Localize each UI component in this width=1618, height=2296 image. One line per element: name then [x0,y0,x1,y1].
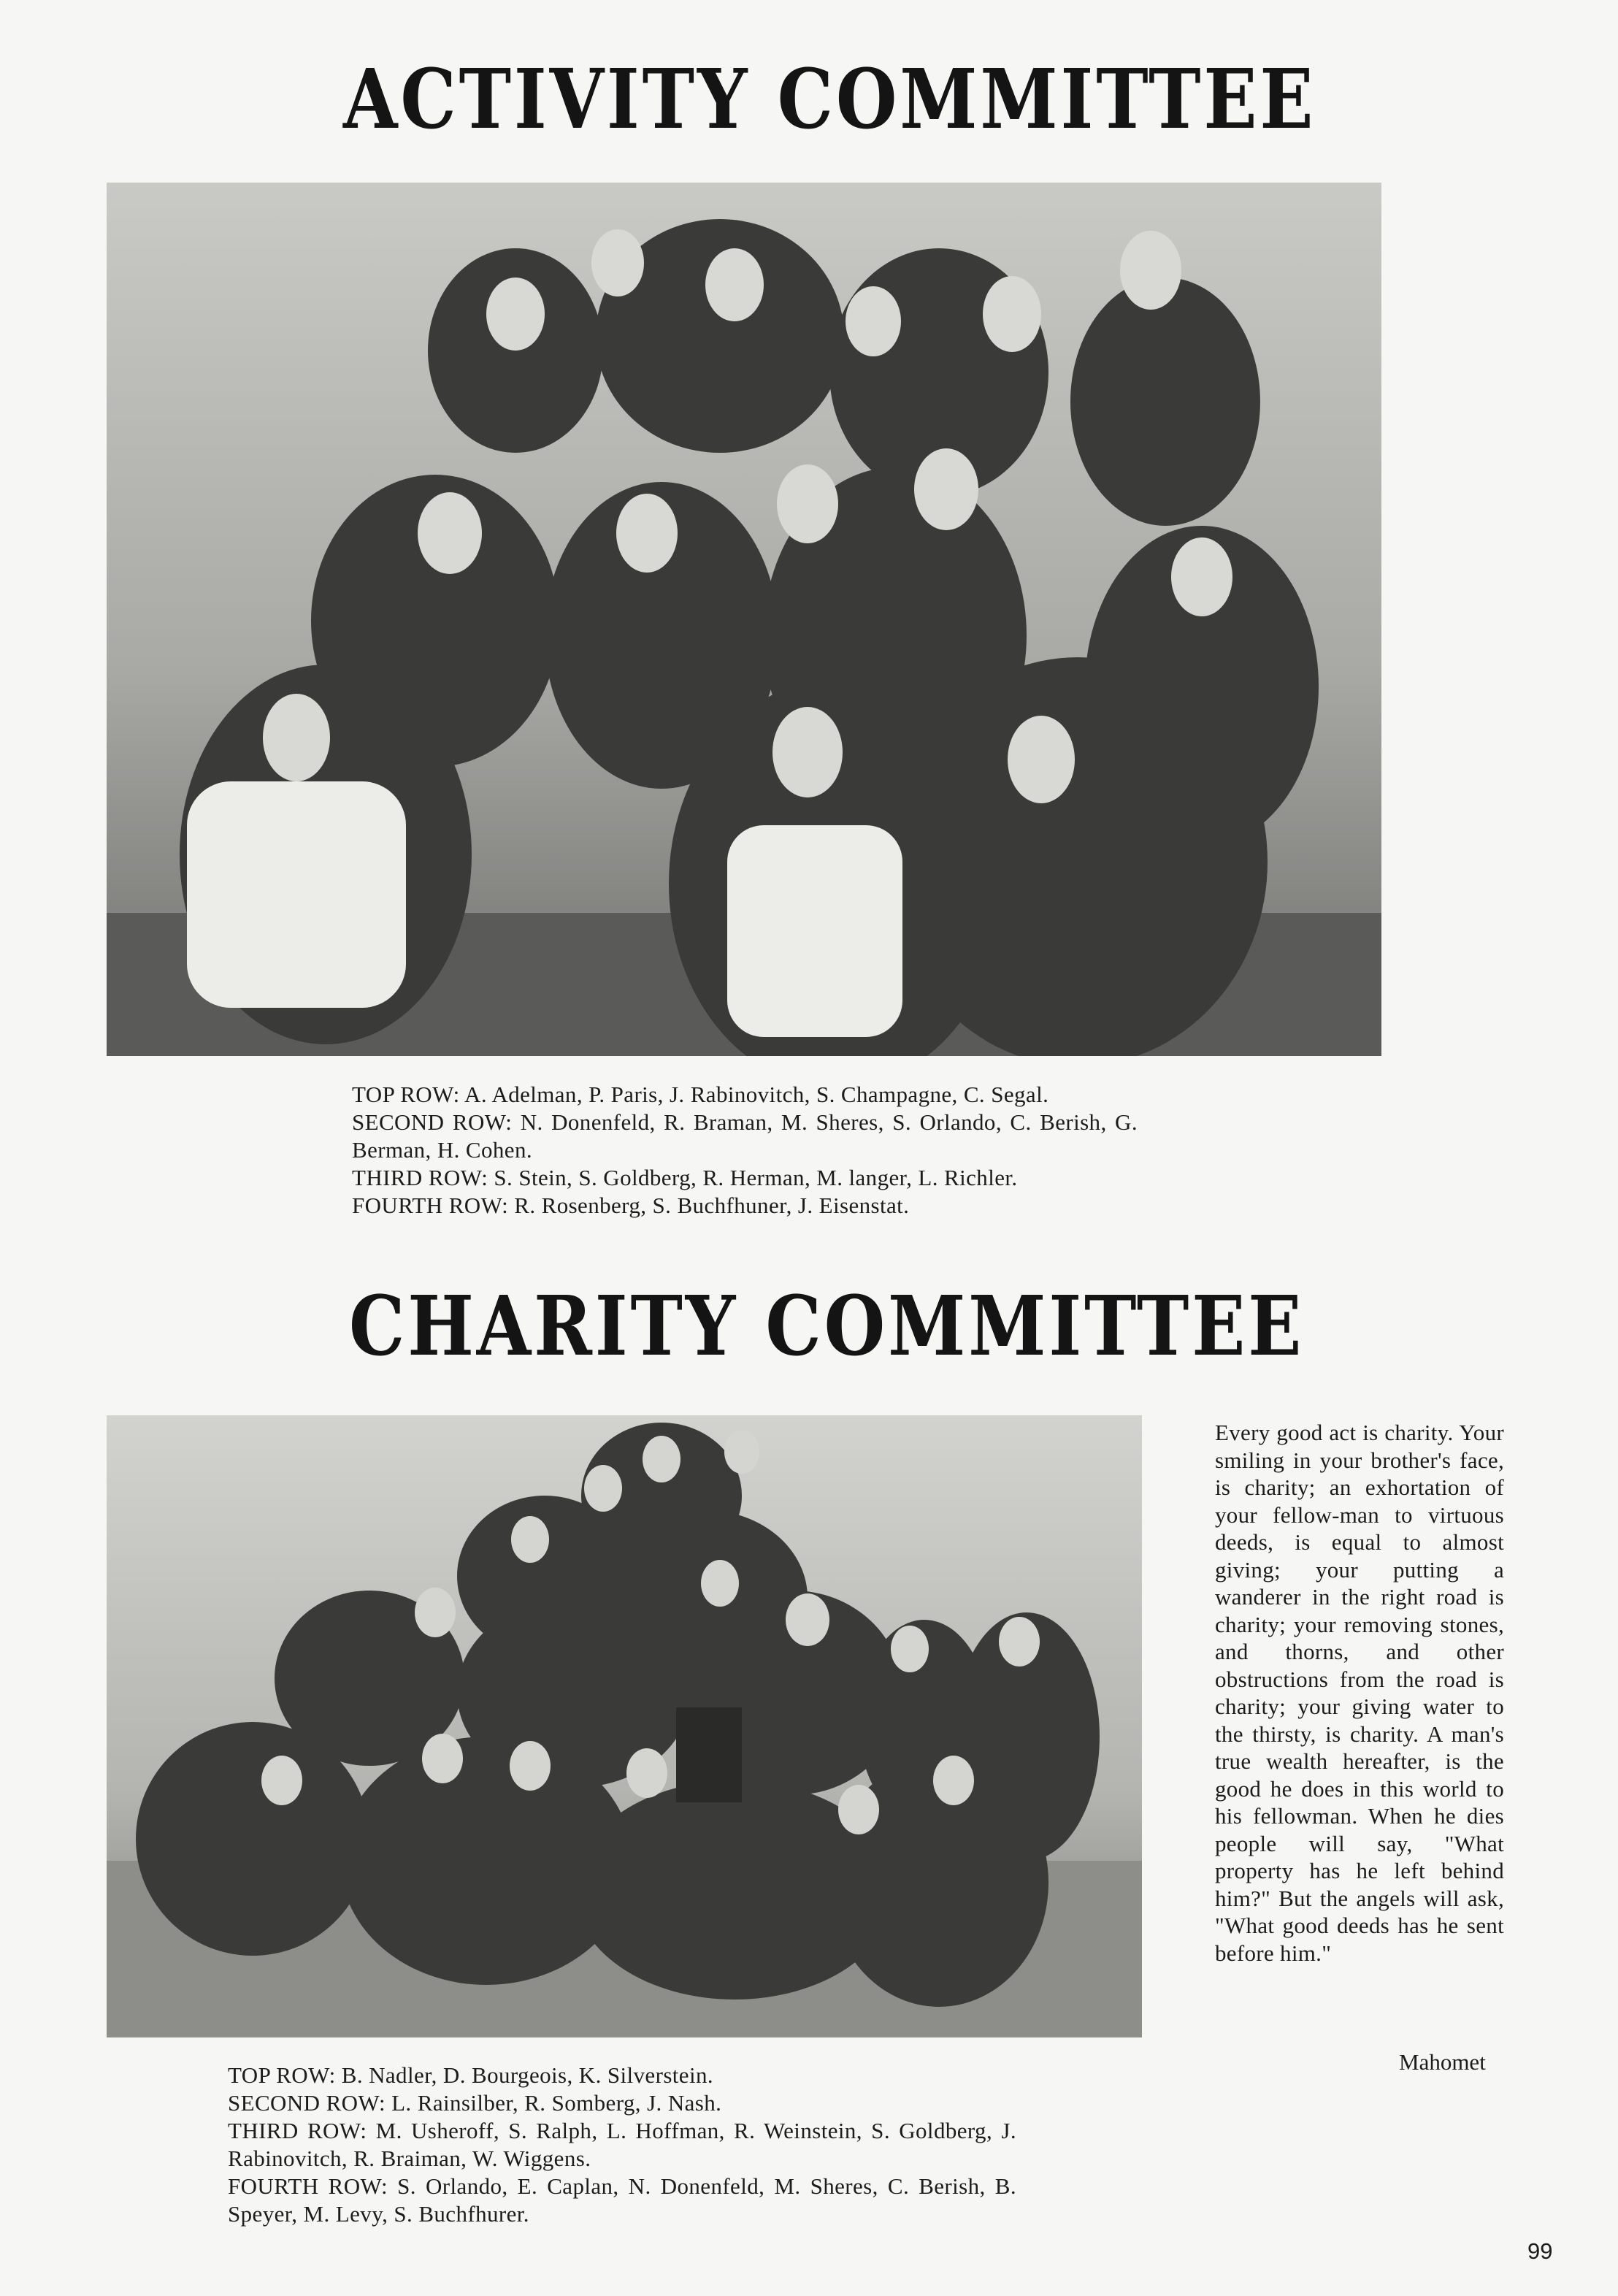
quote-author: Mahomet [1399,2049,1486,2075]
caption-row: FOURTH ROW: S. Orlando, E. Caplan, N. Donenfeld, M. Sheres, C. Berish, B. Speyer, M. Levy, S. Buchfhurer. [228,2173,1016,2227]
charity-committee-title: CHARITY COMMITTEE [349,1277,1305,1375]
caption-row: SECOND ROW: L. Rainsilber, R. Somberg, J. Nash. [228,2090,722,2116]
activity-committee-caption [352,1081,1138,1220]
charity-quote: Every good act is charity. Your smiling in your brother's face, is charity; an exhortation of your fellow-man to virtuous deeds, is equal to almost giving; your putting a wanderer in the right road is charity; your removing stones, and thorns, and other obstructions from the road is charity; your giving water to the thirsty, is charity. A man's true wealth hereafter, is the good he does in this world to his fellowman. When he dies people will say, "What property has he left behind him?" But the angels will ask, "What good deeds has he sent before him." [1215,1420,1504,1966]
activity-committee-title: ACTIVITY COMMITTEE [343,50,1316,148]
charity-committee-caption [228,2062,1016,2228]
caption-row: THIRD ROW: M. Usheroff, S. Ralph, L. Hoffman, R. Weinstein, S. Goldberg, J. Rabinovitch, R. Braiman, W. Wiggens. [228,2118,1016,2171]
caption-row: SECOND ROW: N. Donenfeld, R. Braman, M. Sheres, S. Orlando, C. Berish, G. Berman, H. Cohen. [352,1109,1138,1163]
caption-row: THIRD ROW: S. Stein, S. Goldberg, R. Herman, M. langer, L. Richler. [352,1165,1018,1190]
caption-row: TOP ROW: B. Nadler, D. Bourgeois, K. Silverstein. [228,2062,714,2088]
activity-committee-photo [107,183,1381,1056]
caption-row: TOP ROW: A. Adelman, P. Paris, J. Rabinovitch, S. Champagne, C. Segal. [352,1082,1049,1107]
page-number: 99 [1527,2238,1553,2264]
charity-committee-photo [107,1415,1142,2037]
caption-row: FOURTH ROW: R. Rosenberg, S. Buchfhuner, J. Eisenstat. [352,1193,910,1218]
